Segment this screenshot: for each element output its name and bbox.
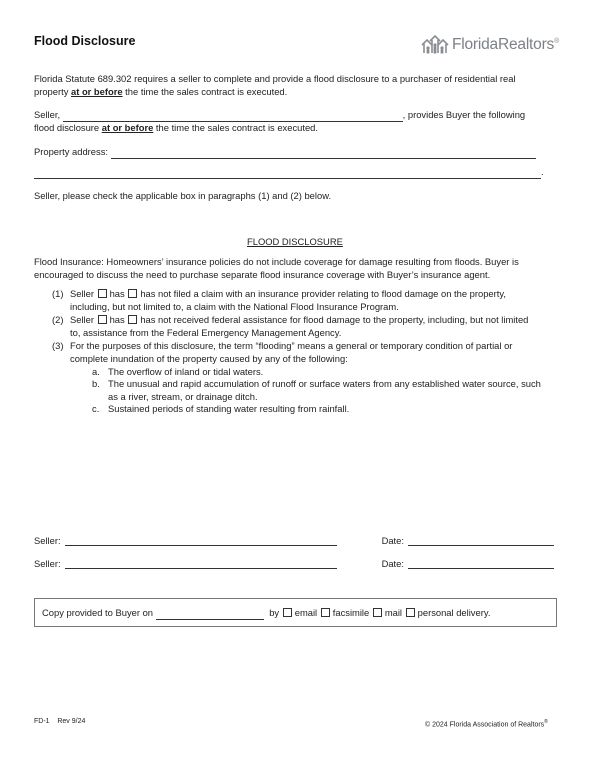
form-id: FD-1 Rev 9/24	[34, 718, 86, 725]
signature-row-2: Seller: Date:	[34, 558, 558, 571]
intro-line-2: property at or before the time the sales contract is executed.	[34, 85, 288, 97]
copy-date-field[interactable]	[156, 609, 264, 620]
seller-name-field[interactable]	[63, 111, 403, 122]
property-address-field[interactable]	[111, 148, 536, 159]
property-address-row: Property address:	[34, 146, 564, 159]
page-title: Flood Disclosure	[34, 34, 136, 48]
seller-signature-field[interactable]	[65, 558, 337, 569]
sub-item: b. The unusual and rapid accumulation of runoff or surface waters from any established water source, such as a river, stream, or drainage ditch.	[92, 378, 541, 402]
checkbox-mail[interactable]	[373, 608, 382, 617]
list-item: (1) Seller has has not filed a claim with an insurance provider relating to flood damage on the property, including, but not limited to, a claim with the National Flood Insurance Program.	[52, 288, 506, 312]
checkbox-has-not[interactable]	[128, 289, 137, 298]
property-address-field-2[interactable]	[34, 168, 541, 179]
property-address-row-2: .	[34, 166, 564, 179]
intro-line-1: Florida Statute 689.302 requires a seller to complete and provide a flood disclosure to a purchaser of residential real	[34, 73, 516, 84]
section-heading: FLOOD DISCLOSURE	[247, 236, 343, 247]
copy-provided-box	[34, 598, 557, 627]
intro-paragraph	[34, 73, 564, 98]
logo-text: FloridaRealtors®	[452, 36, 560, 54]
checkbox-has-not[interactable]	[128, 315, 137, 324]
houses-icon	[420, 33, 450, 55]
checkbox-email[interactable]	[283, 608, 292, 617]
copyright: © 2024 Florida Association of Realtors®	[425, 719, 548, 729]
list-item: (2) Seller has has not received federal assistance for flood damage to the property, including, but not limited to, assistance from the Federal Emergency Management Agency.	[52, 314, 529, 338]
checkbox-facsimile[interactable]	[321, 608, 330, 617]
date-field[interactable]	[408, 558, 554, 569]
sub-item: c. Sustained periods of standing water resulting from rainfall.	[92, 403, 350, 415]
florida-realtors-logo	[420, 31, 562, 57]
date-field[interactable]	[408, 535, 554, 546]
sub-item: a. The overflow of inland or tidal waters.	[92, 365, 264, 377]
checkbox-has[interactable]	[98, 289, 107, 298]
copy-provided-row: Copy provided to Buyer on by email facsimile mail personal delivery.	[42, 607, 491, 618]
seller-paragraph: Seller, , provides Buyer the following flood disclosure at or before the time the sales contract is executed.	[34, 109, 526, 133]
disclosure-list	[52, 288, 542, 417]
checkbox-has[interactable]	[98, 315, 107, 324]
checkbox-personal-delivery[interactable]	[406, 608, 415, 617]
flood-insurance-paragraph: Flood Insurance: Homeowners’ insurance policies do not include coverage for damage resulting from floods. Buyer is encouraged to discuss the need to purchase separate flood insurance coverage with Buyer’s insurance agent.	[34, 256, 519, 280]
check-instruction: Seller, please check the applicable box in paragraphs (1) and (2) below.	[34, 190, 332, 201]
signature-row-1: Seller: Date:	[34, 535, 558, 548]
list-item: (3) For the purposes of this disclosure, the term “flooding” means a general or temporary condition of partial or complete inundation of the property caused by any of the following: a. The overflow of inland or tidal waters. b. The unusual and rapid accumulation of runoff or surface waters from any established water source, such as a river, stream, or drainage ditch. c. Sustained periods of standing water resulting from rainfall.	[52, 340, 541, 415]
seller-signature-field[interactable]	[65, 535, 337, 546]
